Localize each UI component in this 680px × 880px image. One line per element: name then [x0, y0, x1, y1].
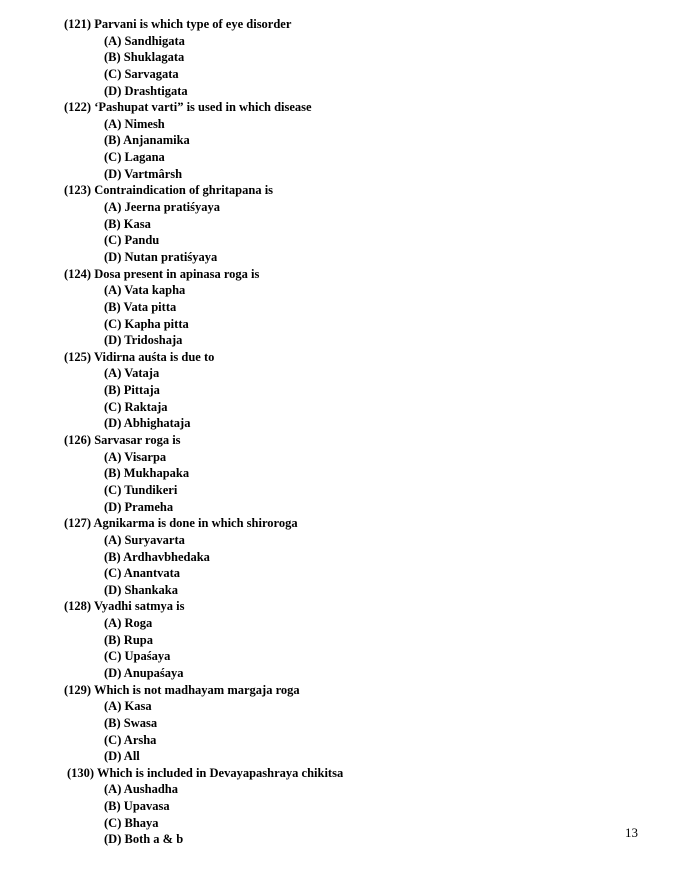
option-c: (C) Raktaja	[104, 399, 168, 414]
option-d: (D) Nutan pratiśyaya	[104, 249, 218, 264]
option-b: (B) Kasa	[104, 216, 151, 231]
option-d: (D) Drashtigata	[104, 83, 188, 98]
question-stem: (121) Parvani is which type of eye disorder	[64, 17, 292, 31]
option-a: (A) Aushadha	[104, 782, 178, 797]
option-d: (D) All	[104, 749, 140, 764]
option-a: (A) Suryavarta	[104, 532, 185, 547]
option-d: (D) Vartmârsh	[104, 166, 183, 181]
option-d: (D) Tridoshaja	[104, 333, 183, 348]
option-c: (C) Upaśaya	[104, 649, 171, 664]
option-c: (C) Lagana	[104, 150, 165, 165]
option-b: (B) Swasa	[104, 715, 158, 730]
option-a: (A) Nimesh	[104, 116, 165, 131]
option-c: (C) Tundikeri	[104, 482, 178, 497]
option-b: (B) Upavasa	[104, 799, 170, 814]
question-128	[0, 598, 600, 681]
option-a: (A) Visarpa	[104, 449, 167, 464]
question-stem: (125) Vidirna auśta is due to	[64, 349, 215, 364]
question-124	[0, 266, 600, 349]
option-a: (A) Sandhigata	[104, 33, 185, 48]
option-c: (C) Pandu	[104, 233, 160, 248]
question-stem: (123) Contraindication of ghritapana is	[64, 183, 274, 198]
option-b: (B) Mukhapaka	[104, 466, 190, 481]
question-stem: (129) Which is not madhayam margaja roga	[64, 682, 300, 697]
option-b: (B) Vata pitta	[104, 299, 177, 314]
option-d: (D) Both a & b	[104, 832, 184, 847]
question-130	[0, 765, 600, 848]
option-a: (A) Roga	[104, 616, 153, 631]
option-c: (C) Kapha pitta	[104, 316, 189, 331]
question-list	[0, 16, 600, 848]
option-b: (B) Shuklagata	[104, 50, 185, 65]
option-a: (A) Jeerna pratiśyaya	[104, 200, 220, 215]
option-b: (B) Ardhavbhedaka	[104, 549, 210, 564]
option-c: (C) Arsha	[104, 732, 157, 747]
question-stem: (127) Agnikarma is done in which shiroroga	[64, 516, 298, 531]
option-a: (A) Vataja	[104, 366, 160, 381]
question-stem: (122) ‘Pashupat varti” is used in which disease	[64, 100, 312, 115]
option-c: (C) Anantvata	[104, 566, 181, 581]
option-d: (D) Shankaka	[104, 582, 178, 597]
question-123	[0, 182, 600, 265]
option-d: (D) Prameha	[104, 499, 174, 514]
question-129	[0, 682, 600, 765]
question-126	[0, 432, 600, 515]
question-121	[0, 16, 600, 99]
option-c: (C) Sarvagata	[104, 66, 179, 81]
question-stem: (126) Sarvasar roga is	[64, 433, 181, 448]
option-b: (B) Anjanamika	[104, 133, 190, 148]
question-stem: (124) Dosa present in apinasa roga is	[64, 266, 260, 281]
option-d: (D) Anupaśaya	[104, 665, 184, 680]
option-b: (B) Rupa	[104, 632, 153, 647]
option-b: (B) Pittaja	[104, 383, 160, 398]
option-d: (D) Abhighataja	[104, 416, 191, 431]
option-a: (A) Kasa	[104, 699, 152, 714]
option-a: (A) Vata kapha	[104, 283, 186, 298]
question-stem: (128) Vyadhi satmya is	[64, 599, 185, 614]
question-122	[0, 99, 600, 182]
question-stem: (130) Which is included in Devayapashraya chikitsa	[67, 765, 344, 780]
option-c: (C) Bhaya	[104, 815, 159, 830]
question-125	[0, 349, 600, 432]
question-127	[0, 515, 600, 598]
page-number: 13	[625, 825, 638, 840]
